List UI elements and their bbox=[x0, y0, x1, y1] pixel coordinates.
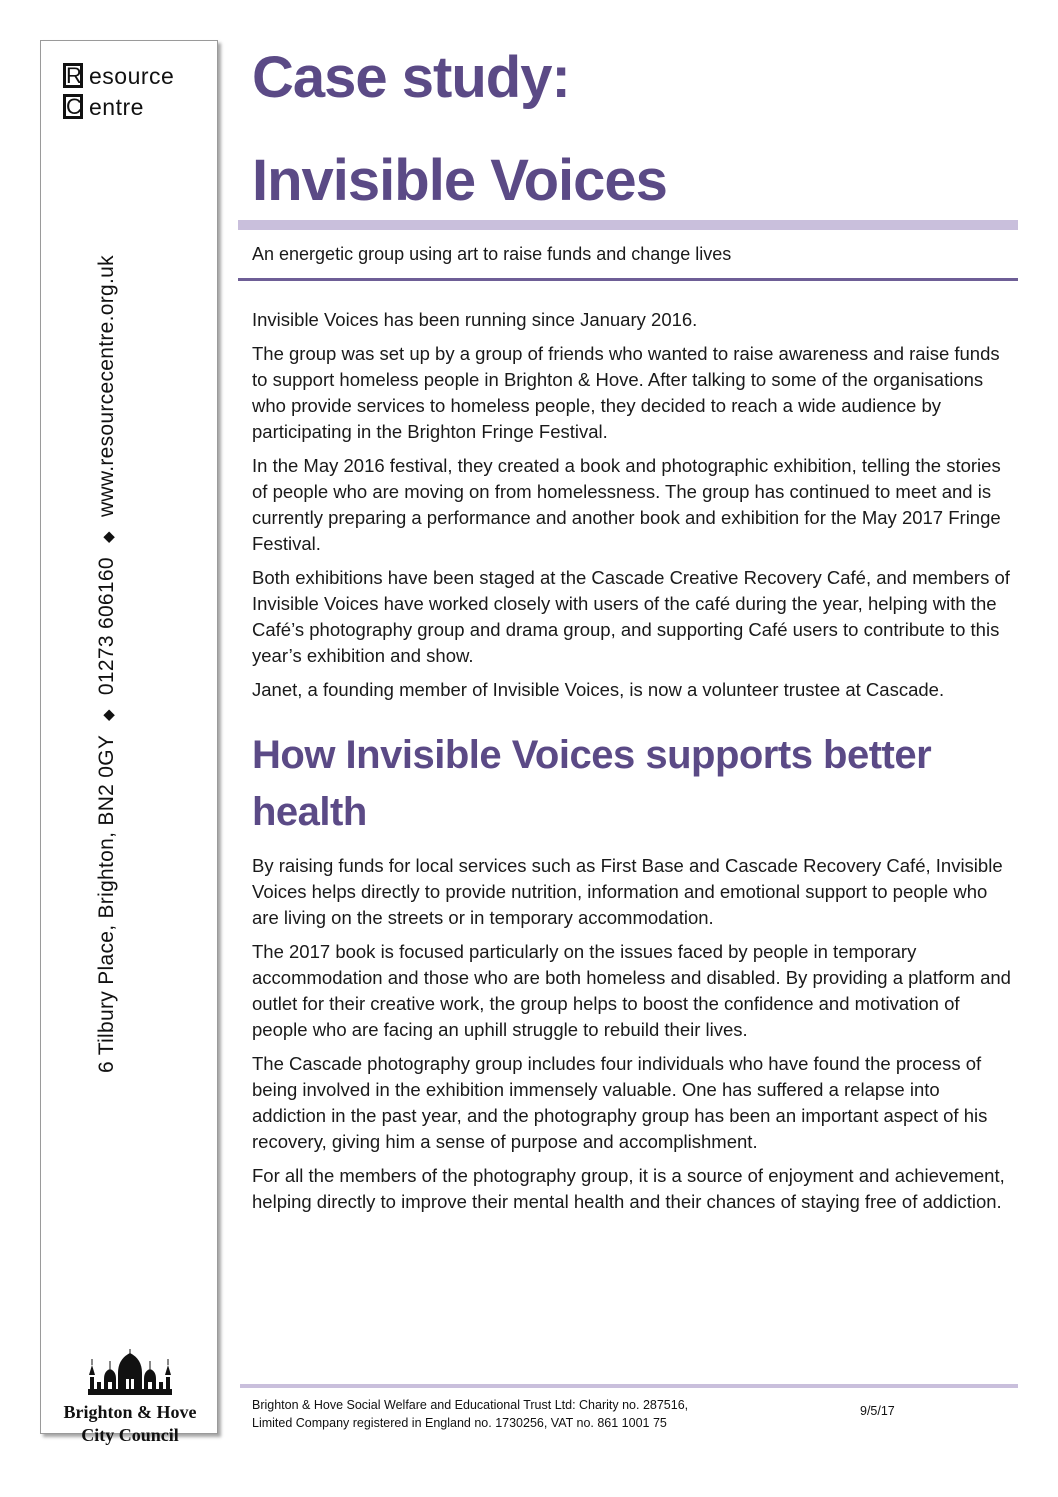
main-content bbox=[252, 45, 1018, 1223]
footer-date: 9/5/17 bbox=[860, 1404, 895, 1418]
council-name-line2: City Council bbox=[81, 1425, 179, 1445]
logo-letter-r: R bbox=[63, 63, 83, 88]
section-heading-health: How Invisible Voices supports better health bbox=[252, 733, 932, 834]
health-paragraph: By raising funds for local services such as First Base and Cascade Recovery Café, Invisible Voices helps directly to provide nutrition, information and emotional support to people who are living on the streets or in temporary accommodation. bbox=[252, 855, 1003, 928]
intro-paragraph: In the May 2016 festival, they created a book and photographic exhibition, telling the stories of people who are moving on from homelessness. The group has continued to meet and is currently preparing a performance and another book and exhibition for the May 2017 Fringe Festival. bbox=[252, 455, 1001, 554]
pavilion-icon bbox=[84, 1349, 176, 1399]
health-paragraph: The 2017 book is focused particularly on the issues faced by people in temporary accommodation and those who are both homeless and disabled. By providing a platform and outlet for their creative work, the group helps to boost the confidence and motivation of people who are facing an uphill struggle to rebuild their lives. bbox=[252, 941, 1011, 1040]
page-subtitle: An energetic group using art to raise funds and change lives bbox=[252, 244, 732, 264]
health-section bbox=[252, 853, 1018, 1215]
resource-centre-logo bbox=[63, 63, 213, 133]
footer-line2: Limited Company registered in England no. 1730256, VAT no. 861 1001 75 bbox=[252, 1416, 667, 1430]
footer-line1: Brighton & Hove Social Welfare and Educational Trust Ltd: Charity no. 287516, bbox=[252, 1398, 689, 1412]
council-name-line1: Brighton & Hove bbox=[63, 1402, 197, 1422]
diamond-icon: ◆ bbox=[100, 709, 117, 722]
intro-section bbox=[252, 307, 1018, 703]
council-logo bbox=[41, 1349, 219, 1445]
address-text: 6 Tilbury Place, Brighton, BN2 0GY bbox=[95, 735, 118, 1073]
intro-paragraph: The group was set up by a group of friends who wanted to raise awareness and raise funds to support homeless people in Brighton & Hove. After talking to some of the organisations who provide services to homeless people, they decided to reach a wide audience by participating in the Brighton Fringe Festival. bbox=[252, 343, 1000, 442]
footer-divider bbox=[240, 1384, 1018, 1388]
logo-letter-c: C bbox=[63, 94, 83, 119]
page-title-line2: Invisible Voices bbox=[252, 148, 667, 213]
footer-legal bbox=[252, 1396, 688, 1432]
sidebar bbox=[40, 40, 218, 1445]
phone-number: 01273 606160 bbox=[95, 557, 118, 696]
contact-strip bbox=[95, 255, 119, 1073]
logo-word-centre: entre bbox=[89, 94, 144, 120]
intro-paragraph: Both exhibitions have been staged at the Cascade Creative Recovery Café, and members of Invisible Voices have worked closely with users of the café during the year, helping with the Café’s photography group and drama group, and supporting Café users to contribute to this year’s exhibition and show. bbox=[252, 567, 1010, 666]
health-paragraph: For all the members of the photography group, it is a source of enjoyment and achievement, helping directly to improve their mental health and their chances of staying free of addiction. bbox=[252, 1165, 1005, 1212]
page-title-line1: Case study: bbox=[252, 45, 570, 110]
subtitle-divider bbox=[238, 278, 1018, 281]
intro-paragraph: Janet, a founding member of Invisible Voices, is now a volunteer trustee at Cascade. bbox=[252, 679, 945, 700]
website-link[interactable]: www.resourcecentre.org.uk bbox=[95, 255, 118, 518]
intro-paragraph: Invisible Voices has been running since January 2016. bbox=[252, 309, 698, 330]
diamond-icon: ◆ bbox=[100, 531, 117, 544]
logo-word-resource: esource bbox=[89, 63, 175, 89]
health-paragraph: The Cascade photography group includes four individuals who have found the process of being involved in the exhibition immensely valuable. One has suffered a relapse into addiction in the past year, and the photography group has been an important aspect of his recovery, giving him a sense of purpose and accomplishment. bbox=[252, 1053, 988, 1152]
title-divider bbox=[238, 220, 1018, 230]
